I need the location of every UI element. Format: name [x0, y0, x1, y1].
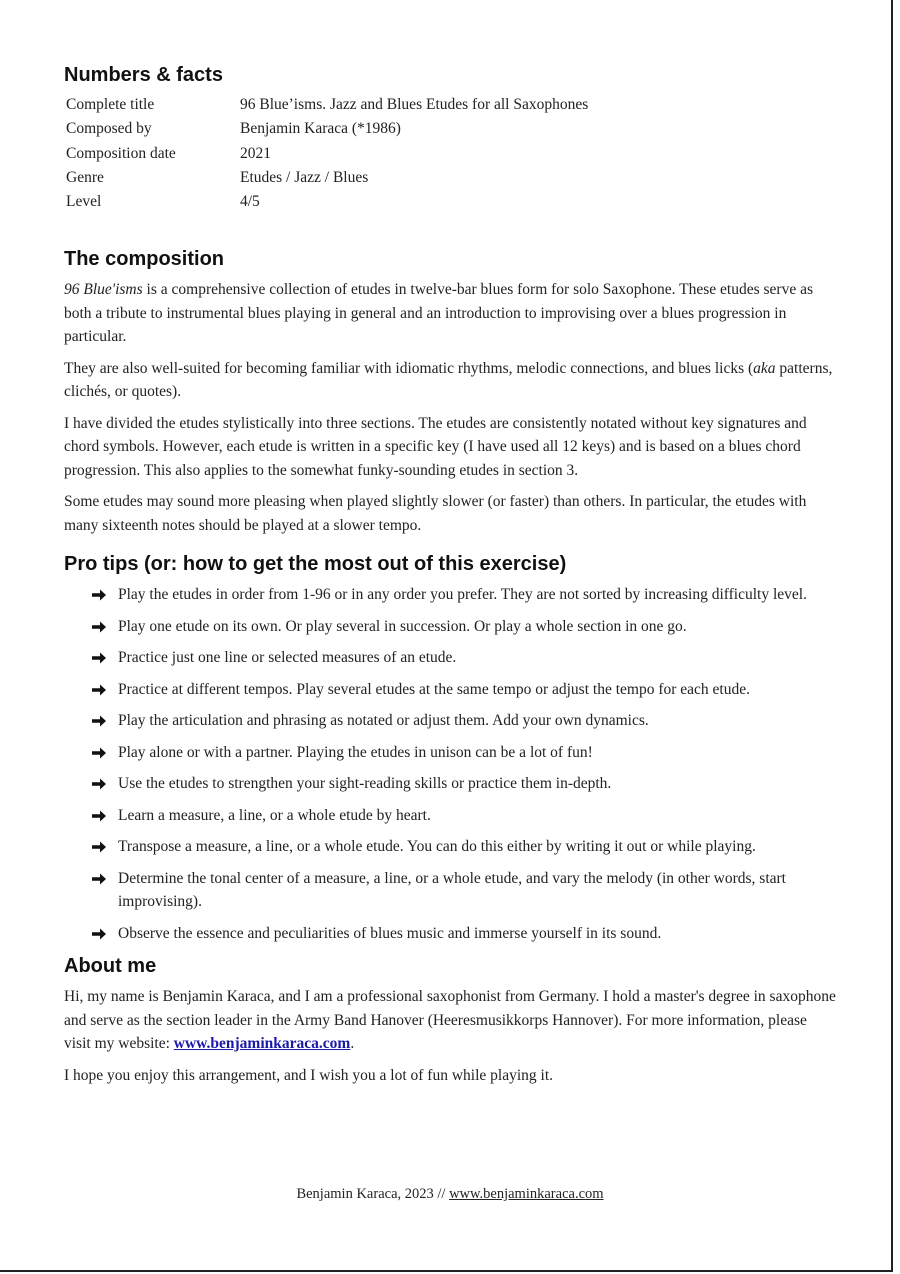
facts-heading: Numbers & facts: [64, 64, 223, 86]
facts-row: [64, 93, 588, 117]
paragraph-text: .: [350, 1035, 355, 1053]
fact-label: Level: [66, 193, 102, 211]
fact-value: Etudes / Jazz / Blues: [240, 168, 369, 186]
composition-section: [64, 246, 836, 537]
tips-list: [64, 583, 836, 945]
facts-row: [64, 117, 588, 141]
composition-paragraph: [64, 278, 836, 349]
fact-label: Genre: [66, 168, 104, 186]
tip-item: [64, 615, 836, 639]
tip-text: Determine the tonal center of a measure, a line, or a whole etude, and vary the melody (in other words, start improvising).: [118, 869, 786, 911]
tip-text: Play alone or with a partner. Playing the etudes in unison can be a lot of fun!: [118, 743, 593, 761]
right-arrow-icon: [91, 651, 107, 665]
tip-text: Practice just one line or selected measures of an etude.: [118, 649, 457, 667]
fact-value: 4/5: [240, 193, 260, 211]
tip-text: Learn a measure, a line, or a whole etude by heart.: [118, 806, 431, 824]
tip-text: Play one etude on its own. Or play several in succession. Or play a whole section in one go.: [118, 617, 687, 635]
fact-label: Composition date: [66, 144, 176, 162]
about-heading: About me: [64, 955, 157, 978]
tip-item: [64, 867, 836, 914]
fact-value: 2021: [240, 144, 271, 162]
tip-text: Play the etudes in order from 1-96 or in any order you prefer. They are not sorted by increasing difficulty level.: [118, 586, 807, 604]
tip-item: [64, 804, 836, 828]
right-arrow-icon: [91, 809, 107, 823]
tip-item: [64, 772, 836, 796]
facts-row: [64, 142, 588, 166]
facts-row: [64, 190, 588, 214]
right-arrow-icon: [91, 777, 107, 791]
tip-text: Practice at different tempos. Play several etudes at the same tempo or adjust the tempo for each etude.: [118, 680, 750, 698]
fact-value: 96 Blue’isms. Jazz and Blues Etudes for all Saxophones: [240, 96, 589, 113]
composition-heading: The composition: [64, 248, 224, 271]
composition-paragraph: [64, 357, 836, 404]
tip-item: [64, 741, 836, 765]
composition-paragraph: Some etudes may sound more pleasing when played slightly slower (or faster) than others. In particular, the etudes with many sixteenth notes should be played at a slower tempo.: [64, 493, 807, 534]
right-arrow-icon: [91, 714, 107, 728]
tip-text: Play the articulation and phrasing as notated or adjust them. Add your own dynamics.: [118, 712, 649, 730]
tip-item: [64, 583, 836, 607]
fact-value: Benjamin Karaca (*1986): [240, 120, 401, 138]
aka-term: aka: [753, 359, 776, 377]
fact-label: Complete title: [66, 96, 155, 113]
tip-text: Observe the essence and peculiarities of blues music and immerse yourself in its sound.: [118, 924, 662, 942]
right-arrow-icon: [91, 840, 107, 854]
facts-row: [64, 166, 588, 190]
tip-text: Use the etudes to strengthen your sight-reading skills or practice them in-depth.: [118, 775, 612, 793]
tip-item: [64, 646, 836, 670]
fact-label: Composed by: [66, 120, 152, 138]
facts-section: [64, 62, 836, 214]
website-link[interactable]: www.benjaminkaraca.com: [173, 1035, 351, 1053]
tip-item: [64, 922, 836, 946]
tip-item: [64, 709, 836, 733]
work-title: 96 Blue'isms: [64, 281, 143, 299]
right-arrow-icon: [91, 683, 107, 697]
right-arrow-icon: [91, 872, 107, 886]
paragraph-text: Hi, my name is Benjamin Karaca, and I am a professional saxophonist from Germany. I hold a master's degree in saxophone and serve as the section leader in the Army Band Hanover (Heeresmusikkorps Hannover). For more information, please visit my website:: [64, 988, 836, 1053]
about-section: [64, 953, 836, 1087]
about-paragraph: I hope you enjoy this arrangement, and I wish you a lot of fun while playing it.: [64, 1066, 554, 1084]
page-content: [64, 62, 836, 1087]
tips-section: [64, 551, 836, 945]
tip-item: [64, 835, 836, 859]
paragraph-text: is a comprehensive collection of etudes in twelve-bar blues form for solo Saxophone. These etudes serve as both a tribute to instrumental blues playing in general and an introduction to improvising over a blues progression in particular.: [64, 281, 813, 346]
tip-item: [64, 678, 836, 702]
paragraph-text: patterns, clichés, or quotes).: [64, 359, 833, 401]
right-arrow-icon: [91, 620, 107, 634]
footer-link[interactable]: www.benjaminkaraca.com: [449, 1186, 604, 1202]
composition-paragraph: I have divided the etudes stylistically into three sections. The etudes are consistently notated without key signatures and chord symbols. However, each etude is written in a specific key (I have used all 12 keys) and is based on a blues chord progression. This also applies to the somewhat funky-sounding etudes in section 3.: [64, 414, 807, 479]
right-arrow-icon: [91, 927, 107, 941]
about-paragraph: [64, 985, 836, 1056]
tips-heading: Pro tips (or: how to get the most out of this exercise): [64, 553, 567, 576]
right-arrow-icon: [91, 588, 107, 602]
footer-text: Benjamin Karaca, 2023 //: [296, 1186, 450, 1202]
right-arrow-icon: [91, 746, 107, 760]
paragraph-text: They are also well-suited for becoming familiar with idiomatic rhythms, melodic connections, and blues licks (: [64, 359, 754, 377]
tip-text: Transpose a measure, a line, or a whole etude. You can do this either by writing it out or while playing.: [118, 838, 756, 856]
facts-table: [64, 93, 588, 214]
page-footer: [0, 1186, 900, 1203]
